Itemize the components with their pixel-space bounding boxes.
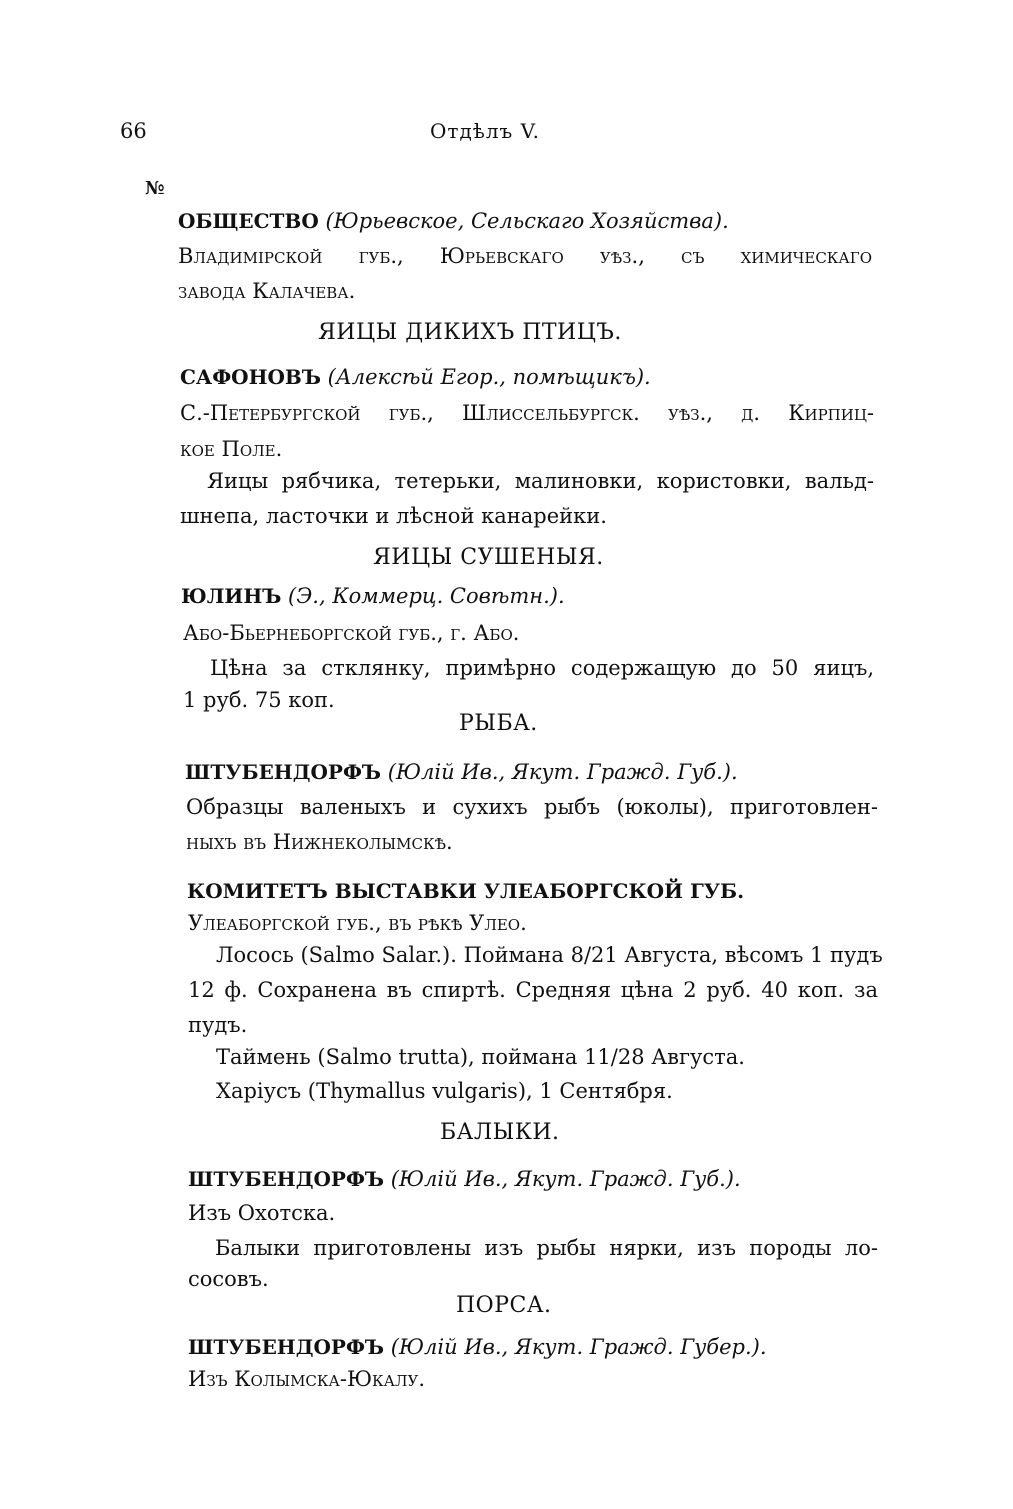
entry-detail: (Юлій Ив., Якут. Гражд. Губ.). [390,1167,741,1191]
entry-line: Изъ Охотска. [188,1201,336,1225]
entry-line: Улеаборгской губ., въ рѣкѣ Улео. [188,911,527,935]
page-number: 66 [120,119,147,143]
number-mark: № [145,178,165,199]
entry-line: С.-Петербургской губ., Шлиссельбургск. уѣз., д. Кирпиц- [180,401,874,425]
entry-line: Балыки приготовлены изъ рыбы нярки, изъ породы ло- [215,1236,878,1260]
entry-line: Харіусъ (Thymallus vulgaris), 1 Сентября. [216,1079,673,1103]
entry-line: шнепа, ласточки и лѣсной канарейки. [180,504,607,528]
entry-name: САФОНОВЪ [180,365,321,389]
entry-line: Лосось (Salmo Salar.). Поймана 8/21 Августа, вѣсомъ 1 пудъ [216,943,883,967]
entry-detail: (Алексѣй Егор., помѣщикъ). [327,365,651,389]
entry-detail: (Юлій Ив., Якут. Гражд. Губ.). [387,760,738,784]
entry-line: пудъ. [188,1013,248,1037]
entry-detail: (Юрьевское, Сельскаго Хозяйства). [325,209,729,233]
entry-name: ЮЛИНЪ [181,584,282,608]
entry-line: Изъ Колымска-Юкалу. [188,1367,426,1391]
entry-name: ШТУБЕНДОРФЪ [185,760,382,784]
entry-heading [178,208,729,234]
entry-line: Або-Бьернеборгской губ., г. Або. [183,621,520,645]
entry-detail: (Э., Коммерц. Совѣтн.). [288,584,565,608]
section-heading: ПОРСА. [456,1293,552,1318]
entry-heading [188,1166,741,1192]
entry-heading [181,583,565,609]
entry-line: Образцы валеныхъ и сухихъ рыбъ (юколы), приготовлен- [186,795,878,819]
entry-heading [187,878,744,904]
entry-line: сосовъ. [188,1267,269,1291]
entry-heading [180,364,651,390]
running-title: Отдѣлъ V. [430,119,540,143]
entry-line: 12 ф. Сохранена въ спиртѣ. Средняя цѣна 2 руб. 40 коп. за [188,978,878,1002]
entry-name: ШТУБЕНДОРФЪ [188,1167,385,1191]
entry-line: 1 руб. 75 коп. [183,688,335,712]
entry-name: КОМИТЕТЪ ВЫСТАВКИ УЛЕАБОРГСКОЙ ГУБ. [187,879,745,903]
entry-name: ШТУБЕНДОРФЪ [188,1335,385,1359]
entry-line: ныхъ въ Нижнеколымскѣ. [186,830,453,854]
entry-line: завода Калачева. [178,279,356,303]
entry-line: Владимірской губ., Юрьевскаго уѣз., съ химическаго [178,244,872,268]
entry-line: кое Поле. [180,437,283,461]
entry-name: ОБЩЕСТВО [178,209,319,233]
section-heading: ЯИЦЫ ДИКИХЪ ПТИЦЪ. [318,320,622,345]
section-heading: РЫБА. [459,711,538,736]
section-heading: БАЛЫКИ. [440,1120,560,1145]
entry-heading [188,1334,767,1360]
entry-line: Яицы рябчика, тетерьки, малиновки, користовки, вальд- [207,469,874,493]
section-heading: ЯИЦЫ СУШЕНЫЯ. [373,545,604,570]
entry-heading [185,759,738,785]
entry-line: Таймень (Salmo trutta), поймана 11/28 Августа. [216,1045,745,1069]
entry-line: Цѣна за стклянку, примѣрно содержащую до 50 яицъ, [210,656,874,680]
entry-detail: (Юлій Ив., Якут. Гражд. Губер.). [390,1335,767,1359]
